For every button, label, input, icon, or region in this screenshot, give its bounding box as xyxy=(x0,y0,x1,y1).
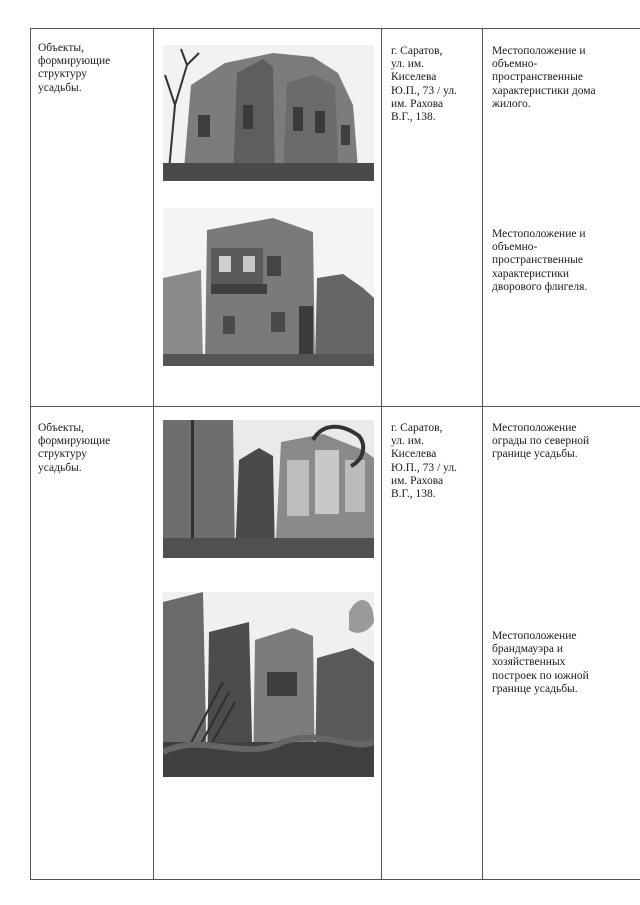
table-top-border xyxy=(30,28,640,29)
row-2-address: г. Саратов, ул. им. Киселева Ю.П., 73 / ул. им. Рахова В.Г., 138. xyxy=(391,422,457,501)
photo-north-fence xyxy=(163,420,374,558)
column-divider-3 xyxy=(482,28,483,880)
photo-residential-house xyxy=(163,45,374,181)
row-divider xyxy=(30,406,640,407)
column-divider-1 xyxy=(153,28,154,880)
row-2-description-2: Местоположение брандмауэра и хозяйственных построек по южной границе усадьбы. xyxy=(492,630,589,695)
row-1-category: Объекты, формирующие структуру усадьбы. xyxy=(38,42,111,94)
table-left-border xyxy=(30,28,31,880)
row-1-address: г. Саратов, ул. им. Киселева Ю.П., 73 / ул. им. Рахова В.Г., 138. xyxy=(391,45,457,124)
photo-courtyard-wing xyxy=(163,208,374,366)
row-2-description-1: Местоположение ограды по северной границе усадьбы. xyxy=(492,422,590,461)
table-bottom-border xyxy=(30,879,640,880)
row-1-description-1: Местоположение и объемно- пространственные характеристики дома жилого. xyxy=(492,45,596,110)
column-divider-2 xyxy=(381,28,382,880)
photo-firewall-outbuildings xyxy=(163,592,374,777)
row-1-description-2: Местоположение и объемно- пространственные характеристики дворового флигеля. xyxy=(492,228,588,293)
row-2-category: Объекты, формирующие структуру усадьбы. xyxy=(38,422,111,474)
